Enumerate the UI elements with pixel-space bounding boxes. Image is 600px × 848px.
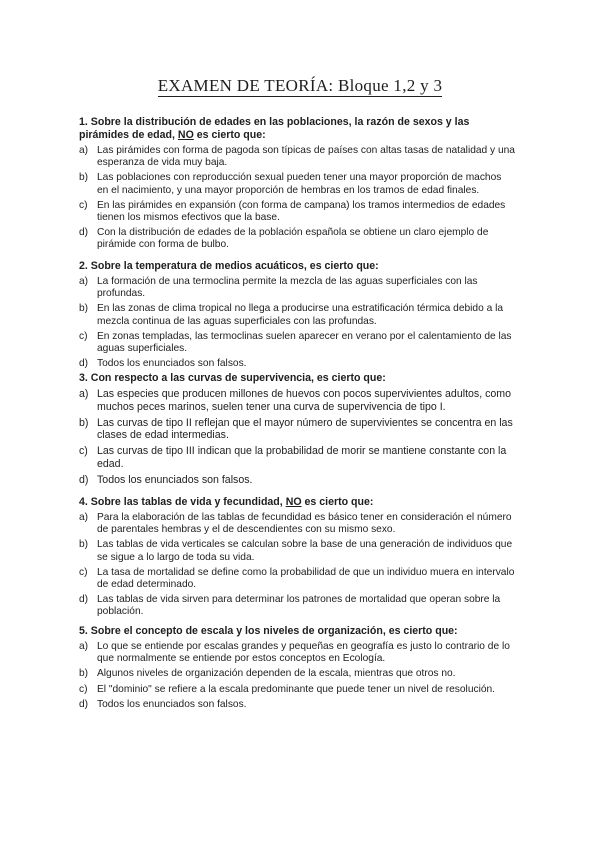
question-3-option-d: d) Todos los enunciados son falsos. <box>79 473 253 486</box>
question-3-option-a: a) Las especies que producen millones de huevos con pocos supervivientes adultos, como muchos peces marinos, suelen tener una curva de supervivencia de tipo I. <box>79 388 511 413</box>
question-5-option-b: b) Algunos niveles de organización dependen de la escala, mientras que otros no. <box>79 668 456 680</box>
question-2-option-d: d) Todos los enunciados son falsos. <box>79 358 247 370</box>
question-4-option-b: b) Las tablas de vida verticales se calculan sobre la base de una generación de individuos que se sigue a lo largo de toda su vida. <box>79 539 513 563</box>
question-4-option-d: d) Las tablas de vida sirven para determinar los patrones de mortalidad que operan sobre la población. <box>79 594 501 618</box>
question-4-text: 4. Sobre las tablas de vida y fecundidad, NO es cierto que: <box>79 496 374 508</box>
question-2-option-a: a) La formación de una termoclina permite la mezcla de las aguas superficiales con las profundas. <box>79 276 478 300</box>
question-3-text: 3. Con respecto a las curvas de supervivencia, es cierto que: <box>79 372 386 384</box>
question-1-option-c: c) En las pirámides en expansión (con forma de campana) los tramos intermedios de edades tienen los mismos efectivos que la base. <box>79 199 506 224</box>
question-2-option-c: c) En zonas templadas, las termoclinas suelen aparecer en verano por el calentamiento de las aguas superficiales. <box>79 330 512 355</box>
question-4-option-a: a) Para la elaboración de las tablas de fecundidad es básico tener en consideración el número de parentales hembras y el de descendientes con su mismo sexo. <box>79 512 512 536</box>
question-3-option-b: b) Las curvas de tipo II reflejan que el mayor número de supervivientes se concentra en las clases de edad intermedias. <box>79 416 513 442</box>
question-2 <box>79 260 515 373</box>
question-1-option-b: b) Las poblaciones con reproducción sexual pueden tener una mayor proporción de machos en el nacimiento, y una mayor proporción de hembras en los tramos de edad finales. <box>79 172 502 196</box>
question-1 <box>79 116 515 255</box>
question-5-option-a: a) Lo que se entiende por escalas grandes y pequeñas en geografía es justo lo contrario de lo que normalmente se entiende por estos conceptos en Ecología. <box>79 641 510 665</box>
exam-title <box>0 76 600 96</box>
question-2-text: 2. Sobre la temperatura de medios acuáticos, es cierto que: <box>79 260 379 272</box>
exam-title-text: EXAMEN DE TEORÍA: Bloque 1,2 y 3 <box>157 76 443 95</box>
question-3 <box>79 372 515 490</box>
question-1-option-a: a) Las pirámides con forma de pagoda son típicas de países con altas tasas de natalidad y una esperanza de vida muy baja. <box>79 145 515 169</box>
question-1-text: 1. Sobre la distribución de edades en las poblaciones, la razón de sexos y las pirámides de edad, NO es cierto que: <box>79 116 470 141</box>
question-2-option-b: b) En las zonas de clima tropical no llega a producirse una estratificación térmica debido a la mezcla continua de las aguas superficiales con las profundas. <box>79 303 504 327</box>
question-5-option-c: c) El "dominio" se refiere a la escala predominante que puede tener un nivel de resolución. <box>79 683 495 695</box>
question-3-option-c: c) Las curvas de tipo III indican que la probabilidad de morir se mantiene constante con la edad. <box>79 445 507 470</box>
question-4-option-c: c) La tasa de mortalidad se define como la probabilidad de que un individuo muera en intervalo de edad determinado. <box>79 566 515 591</box>
question-1-option-d: d) Con la distribución de edades de la población española se obtiene un claro ejemplo de pirámide con forma de bulbo. <box>79 227 489 251</box>
question-4-emphasis: NO <box>285 496 302 508</box>
question-5 <box>79 625 515 714</box>
question-4 <box>79 496 515 622</box>
question-1-emphasis: NO <box>177 129 194 141</box>
question-5-text: 5. Sobre el concepto de escala y los niveles de organización, es cierto que: <box>79 625 458 637</box>
question-5-option-d: d) Todos los enunciados son falsos. <box>79 698 247 710</box>
